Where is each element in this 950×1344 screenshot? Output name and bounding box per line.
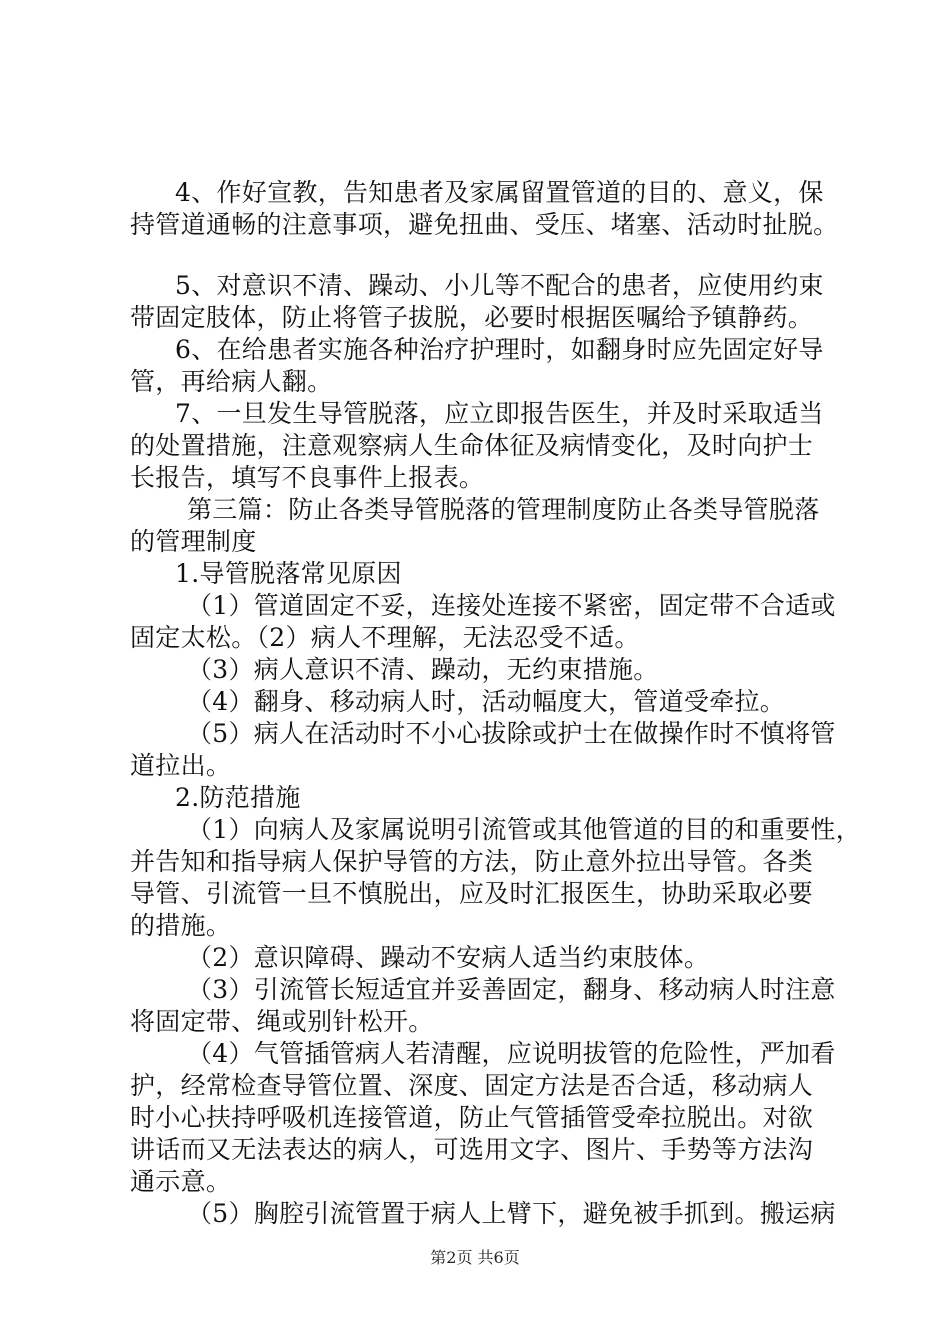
paragraph-line: 4、作好宣教，告知患者及家属留置管道的目的、意义，保 <box>175 178 824 207</box>
paragraph-line: 道拉出。 <box>130 751 232 780</box>
section-heading-line: 的管理制度 <box>130 527 257 556</box>
paragraph-line: 的处置措施，注意观察病人生命体征及病情变化，及时向护士 <box>130 431 814 460</box>
paragraph-line: 固定太松。（2）病人不理解，无法忍受不适。 <box>130 623 640 652</box>
paragraph-line: 导管、引流管一旦不慎脱出，应及时汇报医生，协助采取必要 <box>130 879 814 908</box>
paragraph-line: 讲话而又无法表达的病人，可选用文字、图片、手势等方法沟 <box>130 1135 814 1164</box>
paragraph-line: （1）管道固定不妥，连接处连接不紧密，固定带不合适或 <box>187 591 836 620</box>
paragraph-line: 的措施。 <box>130 911 232 940</box>
paragraph-line: 7、一旦发生导管脱落，应立即报告医生，并及时采取适当 <box>175 399 824 428</box>
paragraph-line: （2）意识障碍、躁动不安病人适当约束肢体。 <box>187 943 710 972</box>
paragraph-line: 护，经常检查导管位置、深度、固定方法是否合适，移动病人 <box>130 1071 814 1100</box>
subheading-line: 2.防范措施 <box>175 783 301 812</box>
paragraph-line: 带固定肢体，防止将管子拔脱，必要时根据医嘱给予镇静药。 <box>130 303 814 332</box>
paragraph-line: 5、对意识不清、躁动、小儿等不配合的患者，应使用约束 <box>175 271 824 300</box>
paragraph-line: （3）引流管长短适宜并妥善固定，翻身、移动病人时注意 <box>187 975 836 1004</box>
paragraph-line: 将固定带、绳或别针松开。 <box>130 1007 434 1036</box>
paragraph-line: 并告知和指导病人保护导管的方法，防止意外拉出导管。各类 <box>130 847 814 876</box>
paragraph-line: 长报告，填写不良事件上报表。 <box>130 463 485 492</box>
paragraph-line: （4）气管插管病人若清醒，应说明拔管的危险性，严加看 <box>187 1039 836 1068</box>
page-number-footer: 第2页 共6页 <box>430 1248 520 1267</box>
paragraph-line: 通示意。 <box>130 1167 232 1196</box>
paragraph-line: 时小心扶持呼吸机连接管道，防止气管插管受牵拉脱出。对欲 <box>130 1103 814 1132</box>
paragraph-line: （1）向病人及家属说明引流管或其他管道的目的和重要性， <box>187 815 862 844</box>
paragraph-line: （5）胸腔引流管置于病人上臂下，避免被手抓到。搬运病 <box>187 1199 836 1228</box>
paragraph-line: 6、在给患者实施各种治疗护理时，如翻身时应先固定好导 <box>175 335 824 364</box>
section-heading-line: 第三篇：防止各类导管脱落的管理制度防止各类导管脱落 <box>187 495 820 524</box>
paragraph-line: 持管道通畅的注意事项，避免扭曲、受压、堵塞、活动时扯脱。 <box>130 210 839 239</box>
paragraph-line: （5）病人在活动时不小心拔除或护士在做操作时不慎将管 <box>187 719 836 748</box>
paragraph-line: 管，再给病人翻。 <box>130 367 333 396</box>
paragraph-line: （4）翻身、移动病人时，活动幅度大，管道受牵拉。 <box>187 687 786 716</box>
subheading-line: 1.导管脱落常见原因 <box>175 559 402 588</box>
paragraph-line: （3）病人意识不清、躁动，无约束措施。 <box>187 655 659 684</box>
